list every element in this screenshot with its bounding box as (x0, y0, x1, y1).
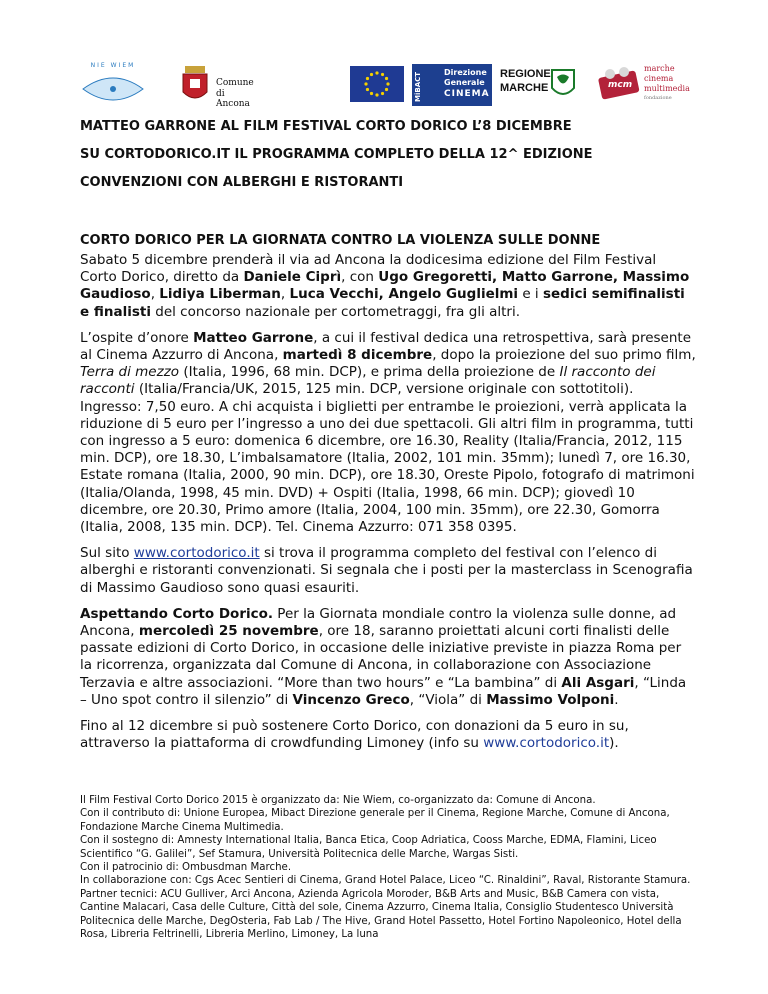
mibact-line3: CINEMA (444, 89, 490, 99)
mcm-line1: marche (644, 64, 675, 73)
text: ). (609, 735, 619, 752)
bold-name: Ugo Gregoretti, Matto Garrone, Massimo Gaudioso (80, 269, 690, 303)
niewiem-logo-text: NIE WIEM (90, 62, 136, 69)
eu-star (370, 73, 373, 76)
regione-line2: MARCHE (500, 82, 549, 94)
city-crest-icon (180, 64, 210, 106)
mibact-label: MiBACT (414, 71, 422, 102)
mcm-badge-text: mcm (608, 80, 633, 90)
film-title: Il racconto dei racconti (80, 364, 656, 398)
headline-3: CONVENZIONI CON ALBERGHI E RISTORANTI (80, 175, 404, 190)
mcm-line3: multimedia (644, 84, 690, 93)
article-body (80, 252, 696, 761)
mibact-cinema-logo (412, 64, 492, 106)
paragraph-website (80, 545, 696, 597)
bold-name: Matteo Garrone (193, 329, 314, 346)
eu-flag-logo (350, 66, 404, 102)
eu-star (386, 82, 389, 85)
eu-star (370, 92, 373, 95)
bold-name: sedici semifinalisti e finalisti (80, 286, 685, 320)
text: , “Linda – Uno spot contro il silenzio” di (80, 674, 687, 708)
bold-name: Vincenzo Greco (292, 691, 410, 708)
bold-name: Lidiya Liberman (159, 286, 281, 303)
film-title: Terra di mezzo (80, 364, 180, 381)
eu-star (375, 93, 378, 96)
comune-ancona-logo (180, 64, 260, 110)
logo-strip (0, 56, 768, 116)
headline-4: CORTO DORICO PER LA GIORNATA CONTRO LA VIOLENZA SULLE DONNE (80, 233, 601, 248)
eu-star (364, 82, 367, 85)
text: , ore 18, saranno proiettati alcuni corti finalisti delle passate edizioni di Corto Dorico, in occasione delle iniziative previste in piazza Roma per la ricorrenza, organizzata dal Comune di Ancona, in collaborazione con Associazione Terzavia e altre associazioni. “More than two hours” e “La bambina” di (80, 623, 682, 691)
credit-collaboration: In collaborazione con: Cgs Acec Sentieri di Cinema, Grand Hotel Palace, Liceo “C. Rinaldini”, Raval, Ristorante Stamura. (80, 875, 691, 887)
credit-support: Con il sostegno di: Amnesty International Italia, Banca Etica, Coop Adriatica, Cooss Marche, EDMA, Flamini, Liceo Scientifico “G. Galilei”, Sef Stamura, Università Politecnica delle Marche, Wargas Sisti. (80, 835, 657, 860)
text: , (150, 286, 160, 303)
bold-lead: Aspettando Corto Dorico. (80, 605, 274, 622)
text: e i (518, 286, 543, 303)
regione-line1: REGIONE (500, 68, 551, 80)
comune-label-line1: Comune (216, 78, 254, 88)
text: si trova il programma completo del festival con l’elenco di alberghi e ristoranti convenzionati. Si segnala che i posti per la masterclass in Scenografia di Massimo Gaudioso sono quasi esauriti. (80, 545, 693, 596)
mibact-line2: Generale (444, 78, 485, 87)
text: (Italia/Francia/UK, 2015, 125 min. DCP, versione originale con sottotitoli). Ingresso: 7,50 euro. A chi acquista i biglietti per entrambe le proiezioni, verrà applicata la riduzione di 5 euro per l’ingresso a uno dei due spettacoli. Gli altri film in programma, tutti con ingresso a 5 euro: domenica 6 dicembre, ore 16.30, Reality (Italia/Francia, 2012, 115 min. DCP), ore 18.30, L’imbalsamatore (Italia, 2002, 101 min. 35mm); lunedì 7, ore 16.30, Estate romana (Italia, 2000, 90 min. DCP), ore 18.30, Oreste Pipolo, fotografo di matrimoni (Italia/Olanda, 1998, 45 min. DVD) + Ospiti (Italia, 1998, 66 min. DCP); giovedì 10 dicembre, ore 20.30, Primo amore (Italia, 2004, 100 min. 35mm), ore 22.30, Gomorra (Italia, 2008, 135 min. DCP). Tel. Cinema Azzurro: 071 358 0395. (80, 381, 695, 536)
text: L’ospite d’onore (80, 329, 194, 346)
regione-emblem-icon (550, 68, 576, 102)
text: Sul sito (80, 545, 134, 562)
text: , “Viola” di (409, 691, 487, 708)
regione-marche-logo (500, 66, 576, 106)
credit-organizer: Il Film Festival Corto Dorico 2015 è organizzato da: Nie Wiem, co-organizzato da: Comune di Ancona. (80, 795, 596, 806)
headline-1: MATTEO GARRONE AL FILM FESTIVAL CORTO DORICO L’8 DICEMBRE (80, 119, 572, 134)
bold-name: Luca Vecchi, Angelo Guglielmi (289, 286, 519, 303)
eu-star (381, 73, 384, 76)
eu-star (381, 92, 384, 95)
text: Sabato 5 dicembre prenderà il via ad Ancona la dodicesima edizione del Film Festival Corto Dorico, diretto da (80, 252, 657, 286)
text: Fino al 12 dicembre si può sostenere Corto Dorico, con donazioni da 5 euro in su, attraverso la piattaforma di crowdfunding Limoney (info su (80, 718, 629, 752)
headline-2: SU CORTODORICO.IT IL PROGRAMMA COMPLETO DELLA 12^ EDIZIONE (80, 147, 593, 162)
mcm-logo (598, 62, 698, 108)
paragraph-guest (80, 330, 696, 536)
eu-stars-icon (350, 66, 404, 102)
eu-star (385, 77, 388, 80)
headlines (80, 118, 700, 250)
text: , (280, 286, 290, 303)
bold-date: martedì 8 dicembre (282, 347, 433, 364)
mibact-line1: Direzione (444, 68, 487, 77)
text: Per la Giornata mondiale contro la violenza sulle donne, ad Ancona, (80, 605, 677, 640)
paragraph-waiting (80, 606, 696, 709)
credit-patronage: Con il patrocinio di: Ombusdman Marche. (80, 862, 292, 874)
eu-star (375, 71, 378, 74)
credits (80, 794, 700, 941)
website-link[interactable]: www.cortodorico.it (133, 545, 260, 562)
text: del concorso nazionale per cortometraggi, fra gli altri. (150, 303, 521, 320)
mcm-line4: fondazione (644, 95, 672, 101)
bold-name: Ali Asgari (561, 674, 635, 691)
text: (Italia, 1996, 68 min. DCP), e prima della proiezione de (179, 364, 560, 381)
bold-name: Massimo Volponi (486, 691, 615, 708)
bold-name: Daniele Ciprì (243, 269, 342, 286)
text: , a cui il festival dedica una retrospettiva, sarà presente al Cinema Azzurro di Ancona, (80, 329, 692, 364)
eu-star (366, 77, 369, 80)
bold-date: mercoledì 25 novembre (138, 623, 319, 640)
comune-label-line2: di Ancona (216, 89, 250, 109)
text: . (614, 691, 619, 708)
paragraph-intro (80, 252, 696, 321)
niewiem-eye-icon (78, 69, 148, 109)
mcm-line2: cinema (644, 74, 674, 83)
website-link[interactable]: www.cortodorico.it (483, 735, 610, 752)
eu-star (385, 88, 388, 91)
text: , con (341, 269, 379, 286)
eu-star (366, 88, 369, 91)
niewiem-logo (78, 62, 148, 112)
paragraph-crowdfunding (80, 718, 696, 752)
credit-technical-partners: Partner tecnici: ACU Gulliver, Arci Ancona, Azienda Agricola Moroder, B&B Arts and Music, B&B Camera con vista, Cantine Malacari, Casa delle Culture, Città del sole, Cinema Azzurro, Cinema Italia, Consiglio Studentesco Università Politecnica delle Marche, DegOsteria, Fab Lab / The Hive, Grand Hotel Passetto, Hotel Fortino Napoleonico, Hotel della Rosa, Libreria Feltrinelli, Libreria Merlino, Limoney, La luna (80, 888, 682, 941)
text: , dopo la proiezione del suo primo film, (432, 347, 696, 364)
credit-contribution: Con il contributo di: Unione Europea, Mibact Direzione generale per il Cinema, Regione Marche, Comune di Ancona, Fondazione Marche Cinema Multimedia. (80, 808, 670, 833)
